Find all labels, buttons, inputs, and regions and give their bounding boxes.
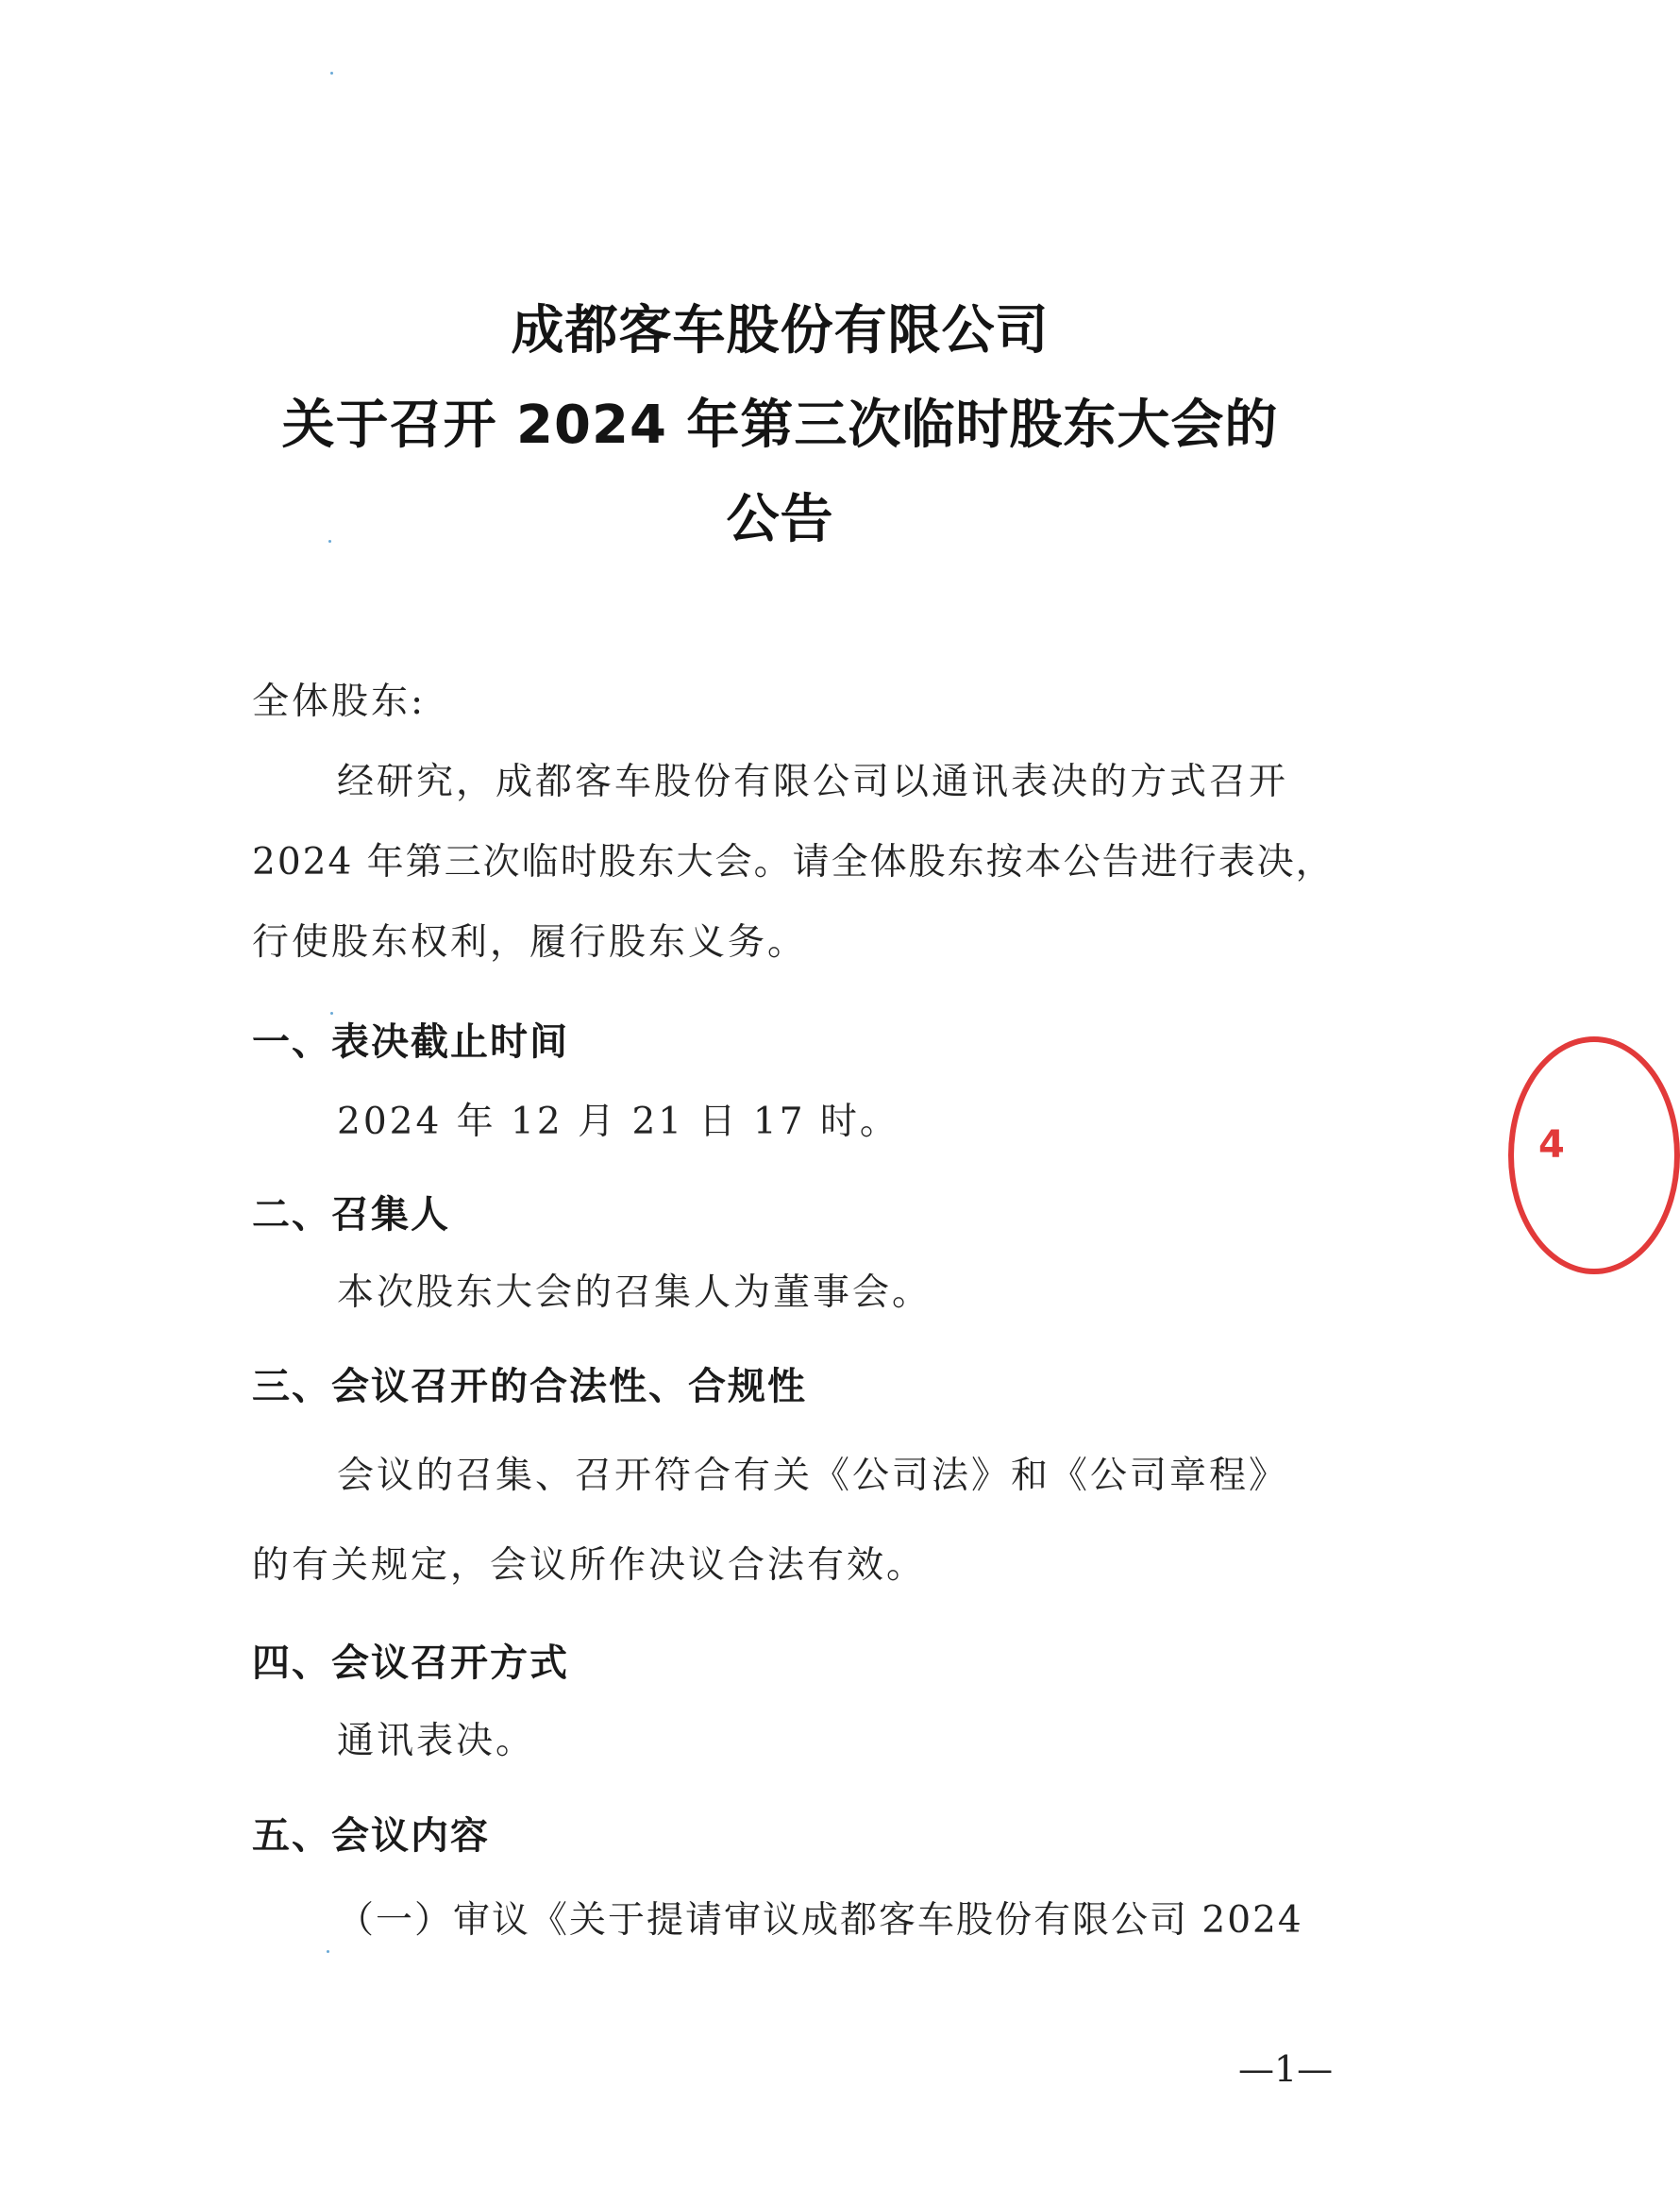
page-number: —1— [1238,2048,1334,2090]
section-4-line-1: 通讯表决。 [337,1720,536,1762]
section-3-line-1: 会议的召集、召开符合有关《公司法》和《公司章程》 [337,1455,1289,1497]
section-heading-5: 五、会议内容 [252,1814,490,1858]
salutation: 全体股东: [252,681,427,723]
document-title-line2: 关于召开 2024 年第三次临时股东大会的 [281,395,1279,456]
section-5-line-1: （一）审议《关于提请审议成都客车股份有限公司 2024 [337,1899,1303,1942]
section-heading-3: 三、会议召开的合法性、合规性 [252,1365,807,1408]
scan-speck [330,72,333,75]
seal-glyph: 4 [1538,1123,1565,1167]
section-heading-2: 二、召集人 [252,1193,450,1237]
scan-speck [328,540,331,543]
company-seal [1508,1036,1680,1274]
document-title-line3: 公告 [726,489,834,550]
intro-line-1: 经研究，成都客车股份有限公司以通讯表决的方式召开 [337,761,1289,803]
intro-line-2: 2024 年第三次临时股东大会。请全体股东按本公告进行表决， [252,841,1335,884]
section-heading-1: 一、表决截止时间 [252,1020,569,1064]
intro-line-3: 行使股东权利，履行股东义务。 [252,921,808,964]
section-1-line-1: 2024 年 12 月 21 日 17 时。 [337,1101,899,1143]
section-3-line-2: 的有关规定，会议所作决议合法有效。 [252,1544,927,1587]
section-heading-4: 四、会议召开方式 [252,1641,569,1685]
section-2-line-1: 本次股东大会的召集人为董事会。 [337,1271,932,1314]
document-title-line1: 成都客车股份有限公司 [511,300,1050,362]
scan-speck [327,1950,329,1953]
scan-speck [330,1012,333,1015]
